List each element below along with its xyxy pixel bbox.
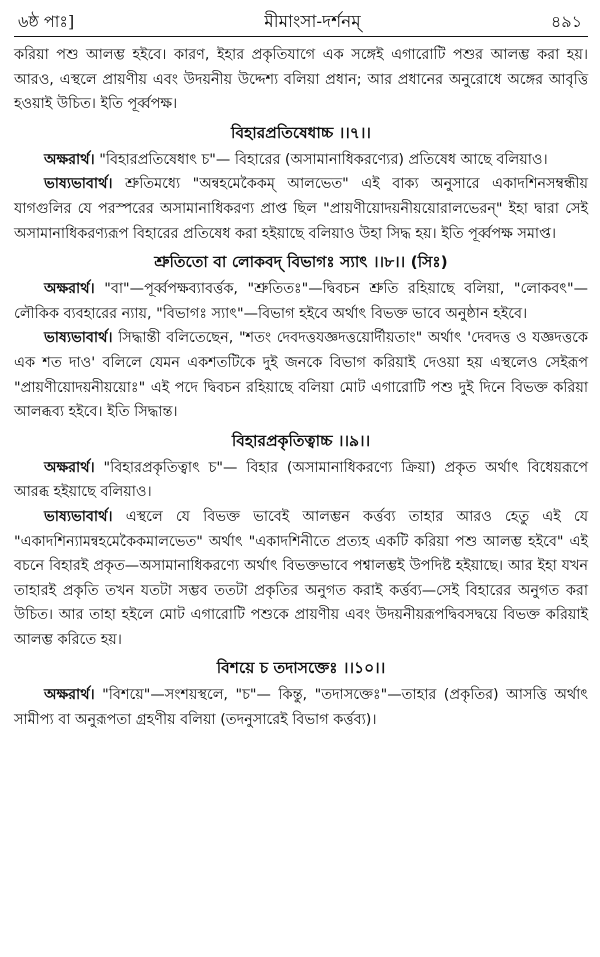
paragraph: অক্ষরার্থ। "বা"—পূর্ব্বপক্ষব্যাবর্ত্তক, "শ্রুতিতঃ"—দ্বিবচন শ্রুতি রহিয়াছে বলিয়া, "লোকবৎ"— লৌকিক ব্যবহারের ন্যায়, "বিভাগঃ স্যাৎ"—বিভাগ হইবে অর্থাৎ বিভক্ত ভাবে অনুষ্ঠান হইবে। [14,281,588,322]
term-label: অক্ষরার্থ। [44,151,95,168]
sutra-heading: বিহারপ্রকৃতিত্বাচ্চ ।।৯।। [231,431,371,450]
paragraph: অক্ষরার্থ। "বিহারপ্রতিষেধাৎ চ"— বিহারের (অসামানাধিকরণ্যের) প্রতিষেধ আছে বলিয়াও। [44,151,548,168]
page-number: ৪৯১ [550,12,582,31]
term-label: ভাষ্যভাবার্থ। [44,330,113,347]
running-header [14,10,588,37]
sutra-heading: বিহারপ্রতিষেধাচ্চ ।।৭।। [231,123,371,142]
sutra-heading: বিশয়ে চ তদাসক্তেঃ ।।১০।। [216,659,386,678]
paragraph: ভাষ্যভাবার্থ। শ্রুতিমধ্যে "অন্বহমেকৈকম্ আলভেত" এই বাক্য অনুসারে একাদশিনসম্বন্ধীয় যাগগুলির যে পরস্পরের অসামানাধিকরণ্য প্রাপ্ত ছিল "প্রায়ণীয়োদয়নীয়য়োরালভেরন্" ইহা দ্বারা সেই অসামানাধিকরণ্যরূপ বিহারের প্রতিষেধ করা হইয়াছে বলিয়াও উহা সিদ্ধ হয়। ইতি পূর্ব্বপক্ষ সমাপ্ত। [14,176,588,242]
book-page [14,10,588,733]
term-label: ভাষ্যভাবার্থ। [44,176,113,193]
paragraph: ভাষ্যভাবার্থ। এস্থলে যে বিভক্ত ভাবেই আলম্ভন কর্ত্তব্য তাহার আরও হেতু এই যে "একাদশিন্যামন্বহমেকৈকমালভেত" অর্থাৎ "একাদশিনীতে প্রত্যহ একটি করিয়া পশু আলম্ভ হইবে" এই বচনে বিহারই প্রকৃত—অসামানাধিকরণ্যে অর্থাৎ বিভক্তভাবে পশ্বালম্ভই উপদিষ্ট হইয়াছে। আর ইহা যখন তাহারই প্রকৃতি তখন যতটা সম্ভব ততটা প্রকৃতির অনুগত করাই কর্ত্তব্য—সেই বিহারের অনুগত করা উচিত। আর তাহা হইলে মোট এগারোটি পশুকে প্রায়ণীয় এবং উদয়নীয়রূপদ্বিবসদ্বয়ে বিভক্ত করিয়াই আলম্ভ করিতে হয়। [14,508,588,648]
term-label: অক্ষরার্থ। [44,687,95,704]
term-label: ভাষ্যভাবার্থ। [44,508,113,525]
header-title: মীমাংসা-দর্শনম্ [264,12,361,32]
term-label: অক্ষরার্থ। [44,281,95,298]
paragraph: অক্ষরার্থ। "বিশয়ে"—সংশয়স্থলে, "চ"— কিন্তু, "তদাসক্তেঃ"—তাহার (প্রকৃতির) আসত্তি অর্থাৎ সামীপ্য বা অনুরূপতা গ্রহণীয় বলিয়া (তদনুসারেই বিভাগ কর্ত্তব্য)। [14,687,588,729]
sutra-heading: শ্রুতিতো বা লোকবদ্ বিভাগঃ স্যাৎ ।।৮।। (সিঃ) [154,253,448,272]
term-label: অক্ষরার্থ। [44,459,95,476]
header-left: ৬ষ্ঠ পাঃ] [18,12,75,31]
paragraph: অক্ষরার্থ। "বিহারপ্রকৃতিত্বাৎ চ"— বিহার (অসামানাধিকরণ্যে ক্রিয়া) প্রকৃত অর্থাৎ বিধেয়রূপে আরব্ধ হইয়াছে বলিয়াও। [14,459,588,501]
paragraph: ভাষ্যভাবার্থ। সিদ্ধান্তী বলিতেছেন, "শতং দেবদত্তযজ্ঞদত্তয়োর্দীয়তাং" অর্থাৎ 'দেবদত্ত ও যজ্ঞদত্তকে এক শত দাও' বলিলে যেমন একশতটিকে দুই জনকে বিভাগ করিয়াই দেওয়া হয় এস্থলেও সেইরূপ "প্রায়ণীয়োদয়নীয়য়োঃ" এই পদে দ্বিবচন রহিয়াছে বলিয়া মোট এগারোটি পশু দুই দিনে বিভক্ত করিয়া আলব্ধব্য হইবে। ইতি সিদ্ধান্ত। [14,330,588,421]
paragraph: করিয়া পশু আলম্ভ হইবে। কারণ, ইহার প্রকৃতিযাগে এক সঙ্গেই এগারোটি পশুর আলম্ভ করা হয়। আরও, এস্থলে প্রায়ণীয় এবং উদয়নীয় উদ্দেশ্য বলিয়া প্রধান; আর প্রধানের অনুরোধে অঙ্গের আবৃত্তি হওয়াই উচিত। ইতি পূর্ব্বপক্ষ। [14,47,588,113]
